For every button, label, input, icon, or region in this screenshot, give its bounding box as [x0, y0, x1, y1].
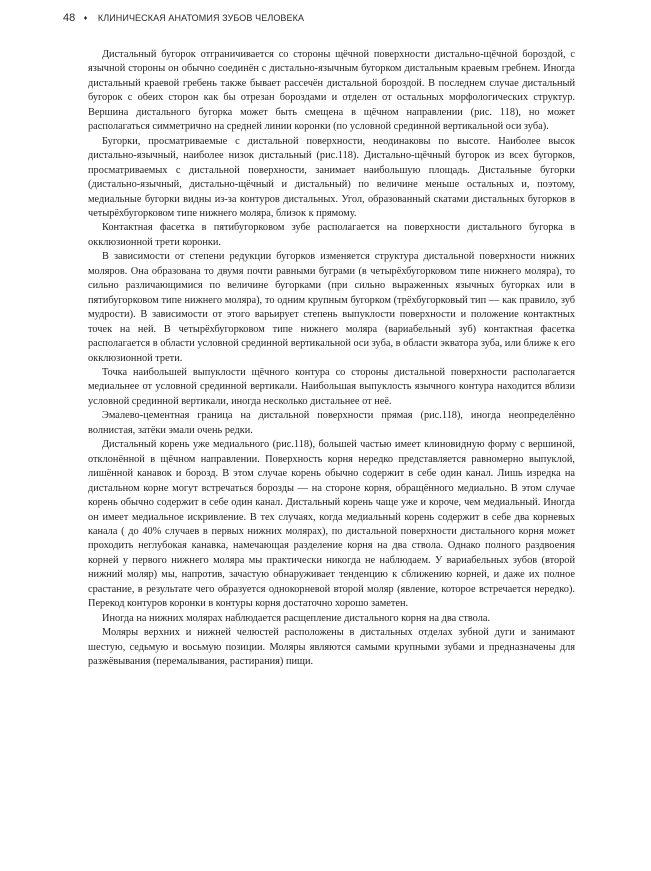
paragraph-convexity-point: Точка наибольшей выпуклости щёчного контура со стороны дистальной поверхности располагается медиальнее от условной срединной вертикали. Наибольшая выпуклость язычного контура находится вблизи условной срединной вертикали, иногда несколько дистальнее от неё. [88, 366, 575, 407]
running-title: КЛИНИЧЕСКАЯ АНАТОМИЯ ЗУБОВ ЧЕЛОВЕКА [97, 13, 305, 23]
paragraph-enamel-cement-border: Эмалево-цементная граница на дистальной поверхности прямая (рис.118), иногда неопределённо волнистая, затёки эмали очень редки. [88, 410, 575, 436]
paragraph-distal-root: Дистальный корень уже медиального (рис.118), большей частью имеет клиновидную форму с вершиной, отклонённой в щёчном направлении. Поверхность корня нередко представляется равномерно выпуклой, лишённой канавок и борозд. В этом случае корень обычно содержит в себе один канал. Лишь изредка на дистальном корне могут встречаться борозды — на стороне корня, обращённого медиально. В этом случае корень обычно содержит в себе один канал. Дистальный корень чаще уже и короче, чем медиальный. Иногда он имеет медиальное искривление. В тех случаях, когда медиальный корень содержит в себе два корневых канала ( до 40% случаев в первых нижних молярах), по дистальной поверхности дистального корня может проходить неглубокая канавка, намечающая разделение корня на два ствола. Однако полного раздвоения корней у первого нижнего моляра мы практически никогда не наблюдаем. У вариабельных зубов (второй нижний моляр) мы, напротив, зачастую обнаруживает тенденцию к сближению корней, и даже их полное срастание, в результате чего образуется однокорневой второй моляр (явление, которое встречается нередко). Перекод контуров коронки в контуры корня достаточно хорошо заметен. [88, 439, 575, 610]
page-number: 48 [63, 12, 76, 24]
paragraph-root-split: Иногда на нижних молярах наблюдается расщепление дистального корня на два ствола. [102, 612, 491, 624]
diamond-separator-icon: ♦ [83, 15, 88, 22]
paragraph-distal-cusp: Дистальный бугорок отграничивается со стороны щёчной поверхности дистально-щёчной бороздой, с язычной стороны он обычно соединён с дистально-язычным бугорком дистальным краевым гребнем. Иногда дистальный краевой гребень также бывает рассечён дистальной бороздой. В последнем случае дистальный бугорок с обеих сторон как бы отрезан бороздами и отделен от остальных морфологических структур. Вершина дистального бугорка может быть смещена в щёчном направлении (рис. 118), но может располагаться симметрично на средней линии коронки (по условной срединной вертикальной оси зуба). [88, 49, 575, 133]
paragraph-cusp-heights: Бугорки, просматриваемые с дистальной поверхности, неодинаковы по высоте. Наиболее высок дистально-язычный, наиболее низок дистальный (рис.118). Дистально-щёчный бугорок из всех бугорков, просматриваемых с дистальной поверхности, занимает наибольшую площадь. Дистальные бугорки (дистально-язычный, дистально-щёчный и дистальный) по величине меньше остальных и, поэтому, медиальные бугорки видны из-за контуров дистальных. Угол, образованный скатами дистальных бугорков в четырёхбугорковом типе нижнего моляра, близок к прямому. [88, 135, 575, 219]
paragraph-molars-position: Моляры верхних и нижней челюстей расположены в дистальных отделах зубной дуги и занимают шестую, седьмую и восьмую позиции. Моляры являются самыми крупными зубами и предназначены для разжёвывания (перемалывания, растирания) пищи. [88, 627, 575, 668]
paragraph-contact-facet: Контактная фасетка в пятибугорковом зубе располагается на поверхности дистального бугорка в окклюзионной трети коронки. [88, 222, 575, 248]
paragraph-cusp-reduction: В зависимости от степени редукции бугорков изменяется структура дистальной поверхности нижних моляров. Она образована то двумя почти равными буграми (в четырёхбугорковом типе нижнего моляра), то сильно различающимися по величине бугорками (при сильно выраженных язычных бугорках или в пятибугорковом типе нижнего моляра), то одним крупным бугорком (трёхбугорковый тип — как правило, зуб мудрости). В зависимости от этого варьирует степень выпуклости поверхности и положение контактных точек на ней. В четырёхбугорковом типе нижнего моляра (вариабельный зуб) контактная фасетка располагается в области условной срединной вертикальной оси зуба, в области экватора зуба, или ближе к его окклюзионной трети. [88, 251, 575, 364]
body-text [88, 48, 575, 669]
running-header [63, 12, 583, 28]
